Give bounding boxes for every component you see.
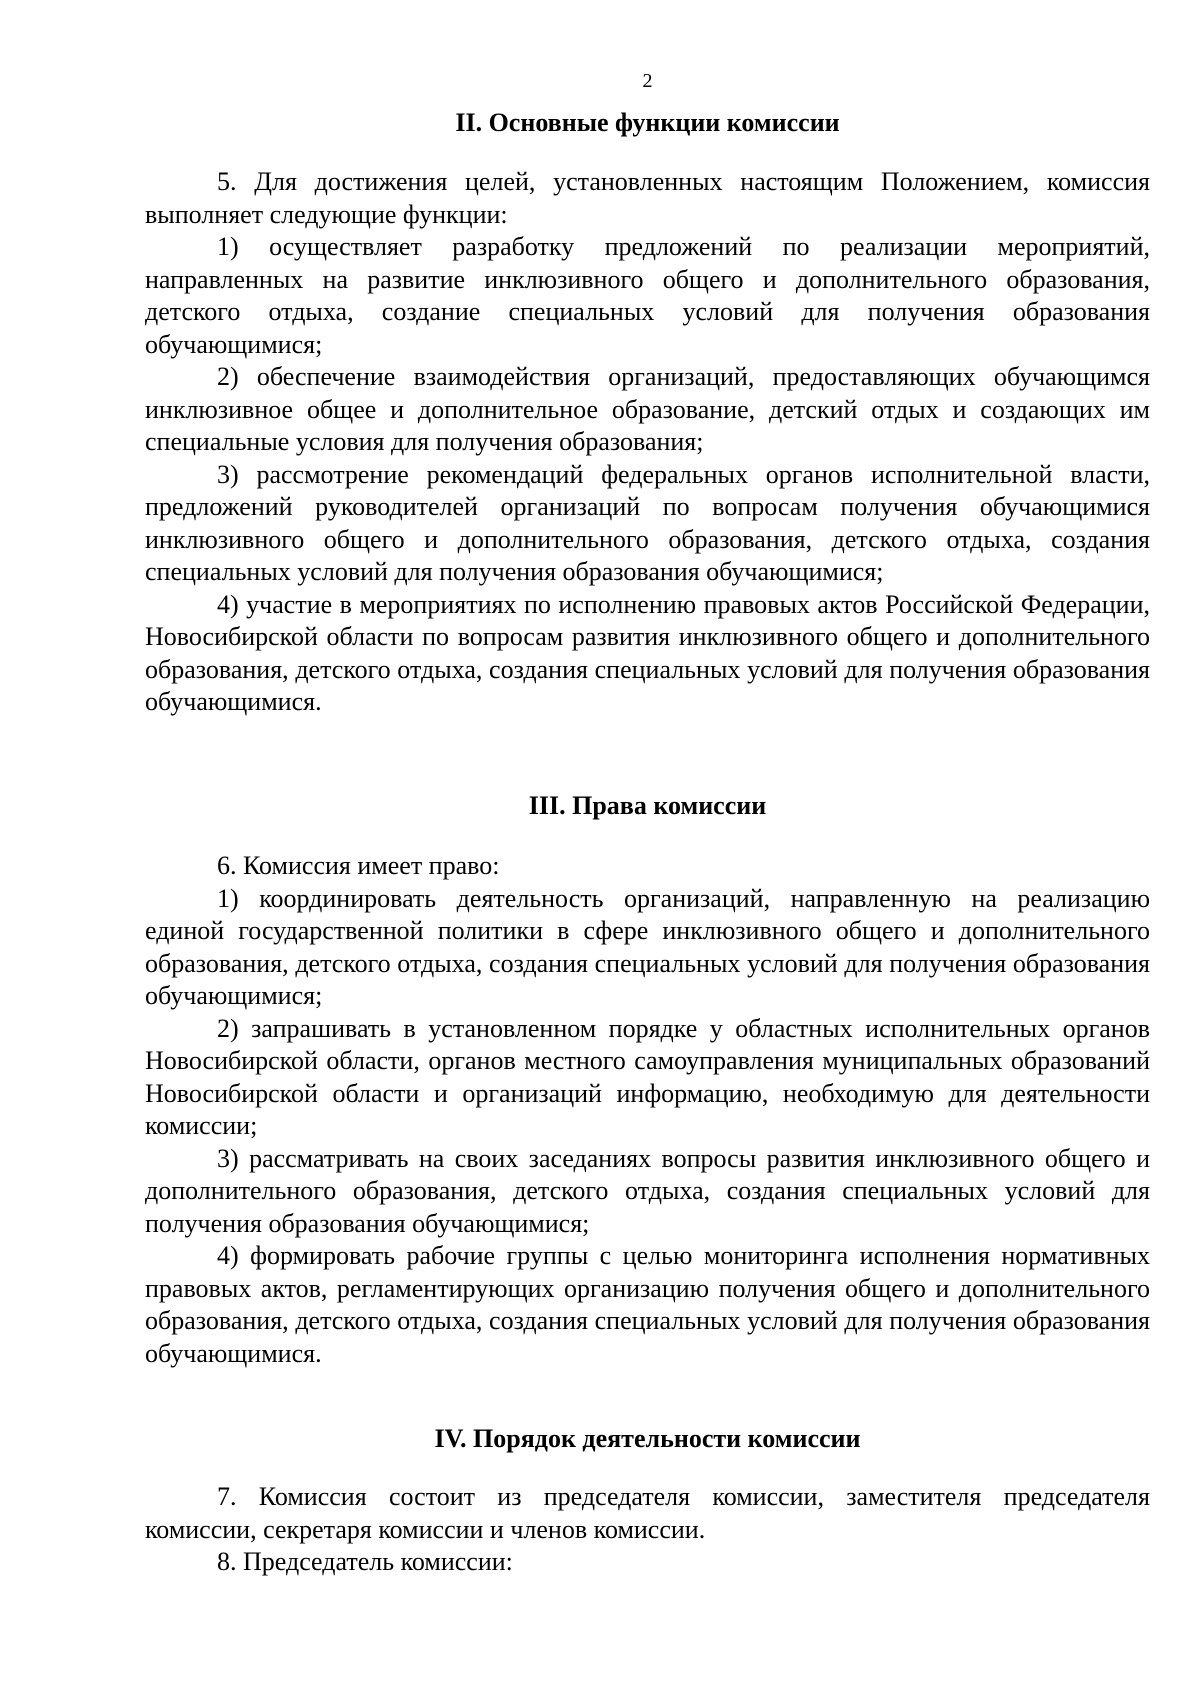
section-title-procedure: IV. Порядок деятельности комиссии: [434, 1424, 861, 1453]
paragraph: 3) рассмотрение рекомендаций федеральных органов исполнительной власти, предложений руководителей организаций по вопросам получения обучающимися инклюзивного общего и дополнительного образования, детского отдыха, создания специальных условий для получения образования обучающимися;: [145, 459, 1150, 586]
section-title-rights: III. Права комиссии: [528, 791, 767, 820]
paragraph: 1) осуществляет разработку предложений по реализации мероприятий, направленных на развитие инклюзивного общего и дополнительного образования, детского отдыха, создание специальных условий для получения образования обучающимися;: [145, 232, 1150, 359]
paragraph: 4) участие в мероприятиях по исполнению правовых актов Российской Федерации, Новосибирской области по вопросам развития инклюзивного общего и дополнительного образования, детского отдыха, создания специальных условий для получения образования обучающимися.: [145, 589, 1150, 716]
paragraph: 5. Для достижения целей, установленных настоящим Положением, комиссия выполняет следующие функции:: [145, 167, 1150, 229]
paragraph: 4) формировать рабочие группы с целью мониторинга исполнения нормативных правовых актов, регламентирующих организацию получения общего и дополнительного образования, детского отдыха, создания специальных условий для получения образования обучающимися.: [145, 1241, 1150, 1368]
paragraph: 3) рассматривать на своих заседаниях вопросы развития инклюзивного общего и дополнительного образования, детского отдыха, создания специальных условий для получения образования обучающимися;: [145, 1143, 1150, 1238]
paragraph: 7. Комиссия состоит из председателя комиссии, заместителя председателя комиссии, секретаря комиссии и членов комиссии.: [145, 1482, 1150, 1544]
section-title-functions: II. Основные функции комиссии: [455, 108, 840, 137]
section-body-rights: [145, 850, 1150, 1370]
paragraph: 6. Комиссия имеет право:: [217, 851, 500, 880]
document-page: [145, 0, 1150, 1697]
paragraph: 8. Председатель комиссии:: [217, 1547, 513, 1576]
paragraph: 2) обеспечение взаимодействия организаций, предоставляющих обучающимся инклюзивное общее и дополнительное образование, детский отдых и создающих им специальные условия для получения образования;: [145, 362, 1150, 456]
section-body-procedure: [145, 1481, 1150, 1579]
page-number: 2: [642, 70, 653, 92]
paragraph: 1) координировать деятельность организаций, направленную на реализацию единой государственной политики в сфере инклюзивного общего и дополнительного образования, детского отдыха, создания специальных условий для получения образования обучающимися;: [145, 883, 1150, 1010]
paragraph: 2) запрашивать в установленном порядке у областных исполнительных органов Новосибирской области, органов местного самоуправления муниципальных образований Новосибирской области и организаций информацию, необходимую для деятельности комиссии;: [145, 1013, 1150, 1140]
section-body-functions: [145, 166, 1150, 719]
